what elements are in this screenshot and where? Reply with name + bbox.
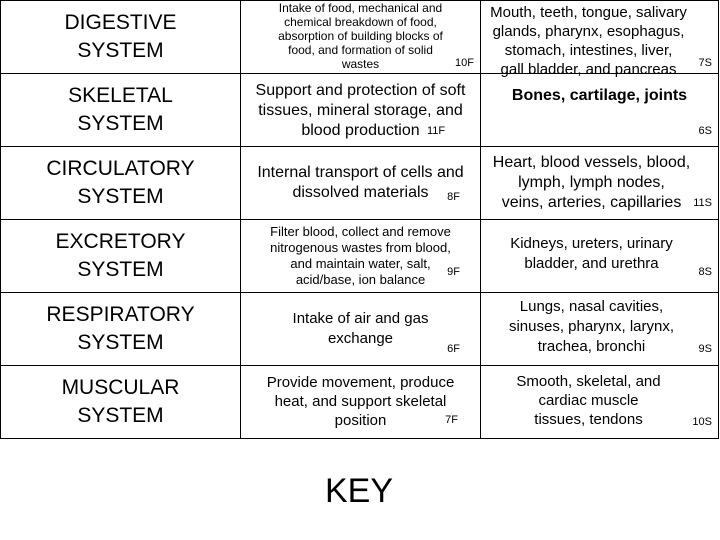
system-cell: [1, 366, 241, 439]
system-cell: [1, 293, 241, 366]
organs-text: Kidneys, ureters, urinary bladder, and urethra: [510, 235, 673, 272]
function-code: 8F: [447, 191, 460, 203]
function-cell: [241, 147, 481, 220]
function-text: Provide movement, produce heat, and support skeletal position: [266, 374, 455, 429]
system-name: DIGESTIVE SYSTEM: [64, 11, 177, 62]
function-cell: [241, 74, 481, 147]
function-code: 10F: [455, 57, 474, 69]
system-cell: [1, 1, 241, 74]
function-text: Intake of air and gas exchange: [292, 310, 429, 347]
function-code: 9F: [447, 266, 460, 278]
function-code: 6F: [447, 343, 460, 355]
organs-text: Mouth, teeth, tongue, salivary glands, pharynx, esophagus, stomach, intestines, liver, gall bladder, and pancreas: [490, 4, 687, 78]
system-name: CIRCULATORY SYSTEM: [46, 157, 195, 208]
organs-code: 7S: [698, 57, 712, 69]
organs-cell: [481, 366, 719, 439]
system-name: MUSCULAR SYSTEM: [61, 376, 180, 427]
function-text: Filter blood, collect and remove nitrogenous wastes from blood, and maintain water, salt, acid/base, ion balance: [270, 224, 451, 287]
organs-code: 8S: [698, 266, 712, 278]
organs-code: 6S: [698, 125, 712, 137]
system-name: RESPIRATORY SYSTEM: [46, 303, 195, 354]
key-label: KEY: [324, 472, 394, 510]
table-row: [1, 366, 719, 439]
table-row: [1, 1, 719, 74]
table-row: [1, 220, 719, 293]
function-cell: [241, 293, 481, 366]
organs-code: 11S: [693, 197, 712, 209]
system-name: SKELETAL SYSTEM: [68, 84, 173, 135]
table-row: [1, 74, 719, 147]
organs-cell: [481, 74, 719, 147]
function-cell: [241, 1, 481, 74]
organs-text: Bones, cartilage, joints: [511, 87, 688, 104]
system-cell: [1, 74, 241, 147]
function-text: Support and protection of soft tissues, mineral storage, and blood production: [255, 82, 466, 139]
table-row: [1, 293, 719, 366]
function-cell: [241, 366, 481, 439]
organs-cell: [481, 293, 719, 366]
system-cell: [1, 147, 241, 220]
organs-code: 10S: [692, 416, 712, 428]
organs-text: Smooth, skeletal, and cardiac muscle tissues, tendons: [516, 373, 661, 428]
function-text: Internal transport of cells and dissolved materials: [257, 164, 464, 201]
organs-cell: [481, 147, 719, 220]
organs-text: Lungs, nasal cavities, sinuses, pharynx, larynx, trachea, bronchi: [508, 298, 675, 355]
organs-cell: [481, 220, 719, 293]
function-code: 11F: [427, 125, 446, 137]
function-cell: [241, 220, 481, 293]
organs-code: 9S: [698, 343, 712, 355]
function-text: Intake of food, mechanical and chemical breakdown of food, absorption of building blocks of food, and formation of solid wastes: [278, 1, 443, 71]
system-cell: [1, 220, 241, 293]
organs-text: Heart, blood vessels, blood, lymph, lymph nodes, veins, arteries, capillaries: [492, 154, 691, 211]
table-row: [1, 147, 719, 220]
system-name: EXCRETORY SYSTEM: [55, 230, 186, 281]
organs-cell: [481, 1, 719, 78]
function-code: 7F: [445, 414, 458, 426]
